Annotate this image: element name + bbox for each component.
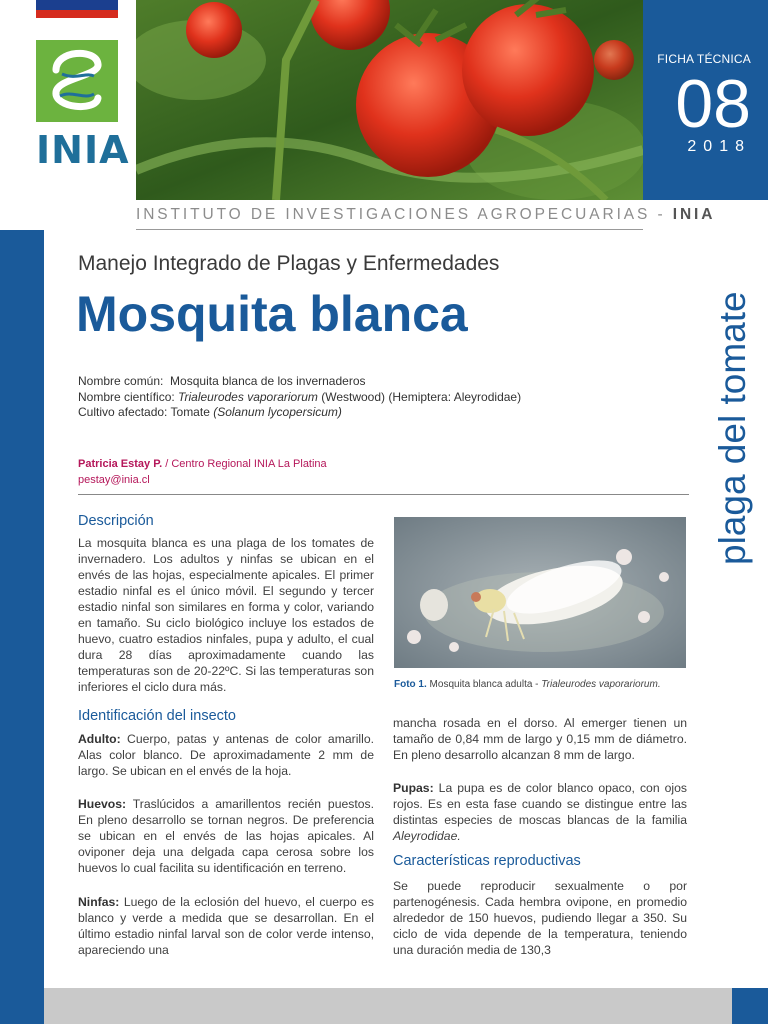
author-center: / Centro Regional INIA La Platina [162,458,327,470]
ninfas-label: Ninfas: [78,895,120,909]
author-line [78,456,327,472]
pupas-label: Pupas: [393,781,434,795]
huevos-text: Traslúcidos a amarillentos recién puestos. En pleno desarrollo se tornan negros. De preferencia se ubican en el envés de las hojas apicales. Al oviponer deja una delgada capa cerosa sobre los huevos lo cual facilita su identificación en terreno. [78,797,374,875]
adulto-paragraph [78,731,374,779]
ninfas-text: Luego de la eclosión del huevo, el cuerpo es blanco y verde a medida que se desarrollan. En el último estadio ninfal larval son de color verde intenso, apareciendo una [78,895,374,957]
scientific-name-row [78,390,521,406]
side-title [700,230,760,570]
logo-wordmark: INIA [36,128,130,172]
figure-caption [394,679,661,690]
reproductivas-heading: Características reproductivas [393,853,581,869]
ficha-number: 08 [675,66,751,142]
author-name: Patricia Estay P. [78,458,163,470]
crop-label: Cultivo afectado: [78,405,168,419]
pupas-text: La pupa es de color blanco opaco, con ojos rojos. Es en esta fase cuando se distingue entre las distintas especies de moscas blancas de la familia [393,781,687,827]
common-name-label: Nombre común: [78,374,164,388]
ficha-label: FICHA TÉCNICA [657,52,751,66]
footer-corner [732,988,768,1024]
figure-caption-text: Mosquita blanca adulta - [426,679,542,690]
scientific-name-author: (Westwood) (Hemiptera: Aleyrodidae) [317,389,522,404]
tomato-photo [136,0,643,200]
side-title-text: plaga del tomate [712,291,753,565]
institute-divider [136,229,643,230]
common-name-value: Mosquita blanca de los invernaderos [170,374,366,388]
figure-caption-species: Trialeurodes vaporariorum. [541,679,661,690]
adulto-label: Adulto: [78,732,121,746]
ninfas-continuation: mancha rosada en el dorso. Al emerger tienen un tamaño de 0,84 mm de largo y 0,15 mm de diámetro. En pleno desarrollo alcanzan 8 mm de largo. [393,716,687,762]
crop-value: Tomate [170,405,214,419]
author-block [78,456,327,488]
species-info [78,374,521,421]
huevos-paragraph [78,796,374,876]
scientific-name-value: Trialeurodes vaporariorum [178,389,318,404]
institute-acronym: INIA [672,206,716,223]
left-accent-bar [0,230,44,1024]
page-subtitle: Manejo Integrado de Plagas y Enfermedades [78,252,500,275]
author-email[interactable]: pestay@inia.cl [78,474,150,486]
institute-text: INSTITUTO DE INVESTIGACIONES AGROPECUARIAS - [136,206,673,223]
whitefly-photo [394,517,686,668]
ninfas-paragraph [78,894,374,958]
pupas-paragraph [393,780,687,844]
pupas-family: Aleyrodidae. [393,829,461,843]
scientific-name-label: Nombre científico: [78,389,175,404]
crop-row [78,405,521,421]
crop-scientific: (Solanum lycopersicum) [213,405,342,419]
figure-label: Foto 1. [394,679,427,690]
huevos-label: Huevos: [78,797,127,811]
ficha-tecnica-box [643,0,768,200]
flag-stripe-red [36,10,118,18]
descripcion-text: La mosquita blanca es una plaga de los tomates de invernadero. Los adultos y ninfas se ubican en el envés de las hojas, especialmente apicales. El primer estadio ninfal es el único móvil. El segundo y tercer estadio ninfal son similares en forma y color, variando en tamaño. Su ciclo biológico incluye los estados de huevo, cuatro estadios ninfales, pupa y adulto, el cual dura 28 días aproximadamente cuando las temperaturas son de 20-22ºC. Si las temperaturas son inferiores el ciclo dura más. [78,536,374,694]
adulto-text: Cuerpo, patas y antenas de color amarillo. Alas color blanco. De aproximadamente 2 mm de largo. Se ubican en el envés de la hoja. [78,732,374,778]
common-name-row [78,374,521,390]
page-title: Mosquita blanca [76,286,468,342]
footer-band [44,988,732,1024]
inia-logo-icon [36,40,118,122]
reproductivas-text: Se puede reproducir sexualmente o por partenogénesis. Cada hembra ovipone, en promedio alrededor de 150 huevos, pudiendo llegar a 350. Su ciclo de vida depende de la temperatura, teniendo una duración media de 130,3 [393,879,687,957]
ficha-year: 2018 [687,138,751,155]
institute-name [136,206,716,224]
author-divider [78,494,689,495]
descripcion-heading: Descripción [78,513,154,529]
identificacion-heading: Identificación del insecto [78,708,236,724]
flag-stripe-blue [36,0,118,10]
